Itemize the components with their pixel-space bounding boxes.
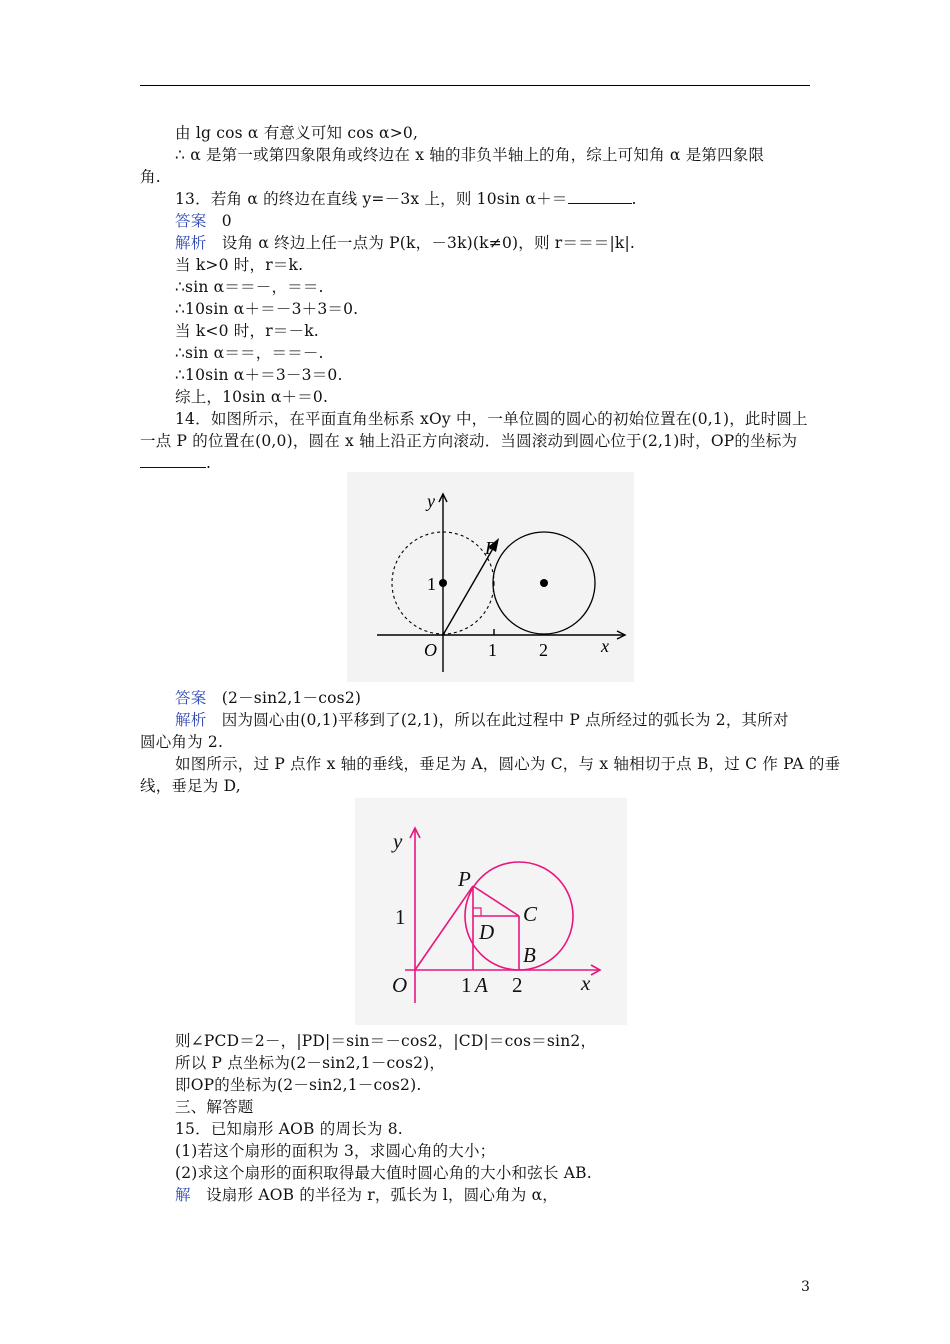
vector-op [443,545,495,635]
label-p: P [485,538,496,558]
text-line: 角. [140,168,161,186]
text-line: ∴ α 是第一或第四象限角或终边在 x 轴的非负半轴上的角，综上可知角 α 是第四象限 [175,146,765,164]
figure-1-svg [347,472,634,682]
question-14-end: . [206,454,212,472]
label-two-x: 2 [539,640,548,660]
question-13 [175,189,637,209]
section-heading: 三、解答题 [175,1098,254,1116]
solution-line-13 [175,233,635,253]
text-line: ∴sin α＝＝，＝＝－. [175,344,324,362]
answer-line-13 [175,211,232,231]
segment-pc [473,886,519,916]
label-one-y: 1 [395,905,406,929]
text-line: 则∠PCD＝2－，|PD|＝sin＝－cos2，|CD|＝cos＝sin2， [175,1032,597,1050]
text-line: 所以 P 点坐标为(2－sin2,1－cos2)， [175,1054,446,1072]
label-two-x: 2 [512,973,523,997]
label-y: y [427,491,435,511]
text-line: 如图所示，过 P 点作 x 轴的垂线，垂足为 A，圆心为 C，与 x 轴相切于点 B，过 C 作 PA 的垂 [175,755,841,773]
text-line: 即OP的坐标为(2－sin2,1－cos2). [175,1076,422,1094]
text-line: 当 k<0 时，r＝－k. [175,322,319,340]
label-origin: O [392,973,408,997]
label-p: P [458,867,471,891]
answer-label: 答案 [175,689,207,707]
question-13-end: . [631,190,637,208]
text-line: 由 lg cos α 有意义可知 cos α>0, [175,124,419,142]
question-15: 15．已知扇形 AOB 的周长为 8. [175,1120,403,1138]
question-15-part1: (1)若这个扇形的面积为 3，求圆心角的大小； [175,1142,496,1160]
text-line: ∴sin α＝＝－，＝＝. [175,278,324,296]
solution-line-15 [175,1185,558,1205]
figure-2-svg [355,798,627,1025]
label-y: y [393,829,403,853]
answer-value: (2－sin2,1－cos2) [221,689,362,707]
solution-label: 解析 [175,234,207,252]
label-x: x [601,636,609,656]
answer-blank [140,453,206,468]
label-a: A [475,973,488,997]
label-origin: O [424,640,437,660]
question-14-line3 [140,453,211,473]
question-14-line2: 一点 P 的位置在(0,0)，圆在 x 轴上沿正方向滚动．当圆滚动到圆心位于(2,1)时，OP的坐标为 [140,432,798,450]
label-one-x: 1 [488,640,497,660]
initial-center-dot [439,579,447,587]
label-d: D [479,920,495,944]
text-line: 综上，10sin α＋＝0. [175,388,329,406]
solution-line-14 [175,710,789,730]
question-13-text: 13．若角 α 的终边在直线 y=－3x 上，则 10sin α＋＝ [175,190,568,208]
answer-value: 0 [221,212,232,230]
rolled-center-dot [540,579,548,587]
text-line: 当 k>0 时，r＝k. [175,256,304,274]
answer-line-14 [175,688,361,708]
right-angle-mark [473,908,481,916]
solution-text: 设扇形 AOB 的半径为 r，弧长为 l，圆心角为 α， [206,1186,558,1204]
solution-text: 因为圆心由(0,1)平移到了(2,1)，所以在此过程中 P 点所经过的弧长为 2，其所对 [221,711,789,729]
question-14-line1: 14．如图所示，在平面直角坐标系 xOy 中，一单位圆的圆心的初始位置在(0,1)，此时圆上 [175,410,808,428]
answer-blank [568,189,632,204]
label-c: C [523,902,538,926]
page-number: 3 [801,1279,810,1295]
solution-text: 设角 α 终边上任一点为 P(k，－3k)(k≠0)，则 r＝＝＝|k|. [221,234,636,252]
label-one-y: 1 [427,574,436,594]
question-15-part2: (2)求这个扇形的面积取得最大值时圆心角的大小和弦长 AB. [175,1164,592,1182]
label-x: x [581,971,591,995]
solution-label: 解析 [175,711,207,729]
text-line: ∴10sin α＋＝－3＋3＝0. [175,300,359,318]
figure-rolling-circle [347,472,634,682]
segment-op [415,886,473,970]
figure-construction [355,798,627,1025]
text-line: 圆心角为 2. [140,733,224,751]
label-b: B [523,943,536,967]
text-line: 线，垂足为 D, [140,777,241,795]
text-line: ∴10sin α＋＝3－3＝0. [175,366,343,384]
answer-label: 答案 [175,212,207,230]
header-rule [140,85,810,86]
label-one-x: 1 [461,973,472,997]
jie-label: 解 [175,1186,191,1204]
